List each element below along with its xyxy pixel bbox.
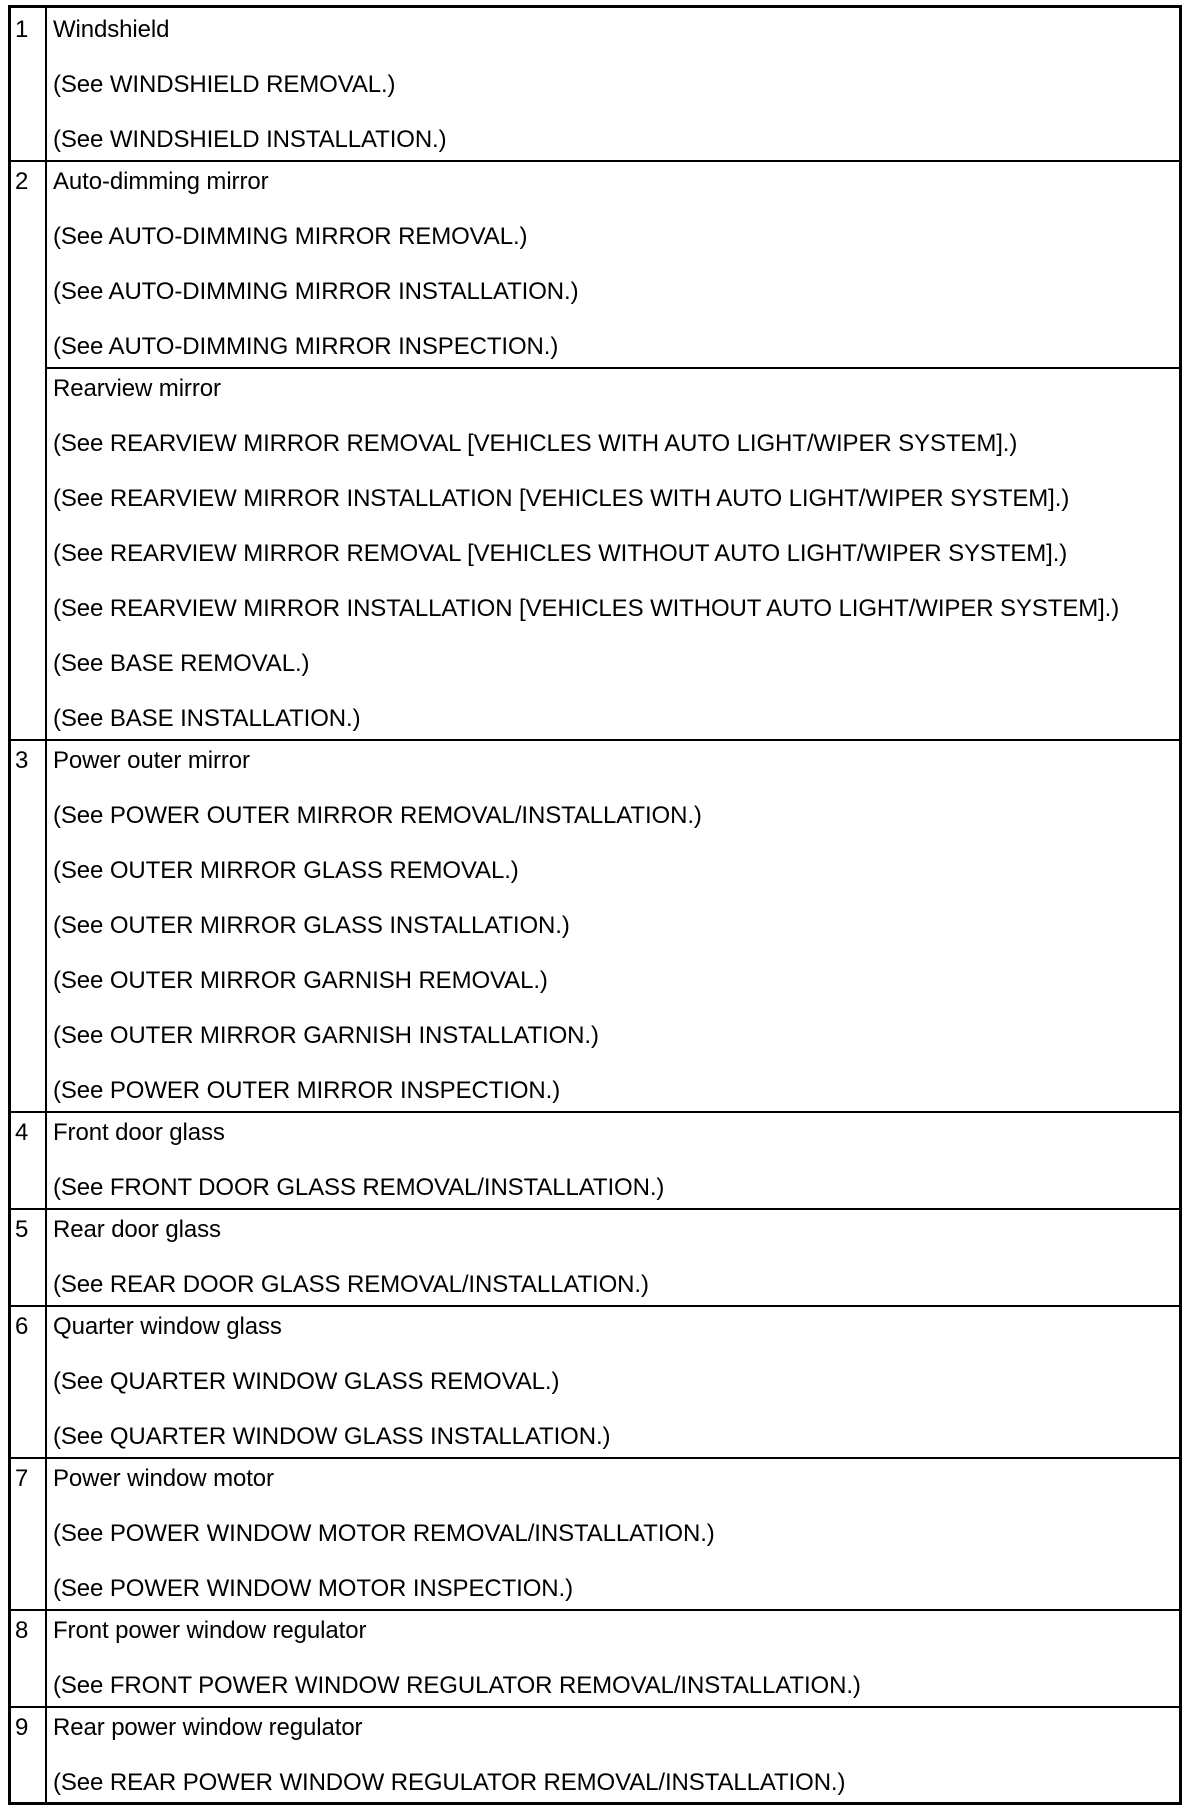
procedure-reference-link[interactable]: (See BASE REMOVAL.): [53, 650, 310, 677]
procedure-reference-link[interactable]: (See OUTER MIRROR GARNISH REMOVAL.): [53, 967, 548, 994]
procedure-reference-link[interactable]: (See OUTER MIRROR GLASS REMOVAL.): [53, 857, 519, 884]
component-number: 6: [15, 1313, 29, 1340]
component-title: Power window motor: [53, 1465, 274, 1492]
procedure-reference-link[interactable]: (See AUTO-DIMMING MIRROR REMOVAL.): [53, 223, 528, 250]
procedure-reference-link[interactable]: (See POWER WINDOW MOTOR REMOVAL/INSTALLATION.): [53, 1520, 715, 1547]
row-divider: [11, 160, 1179, 162]
component-number: 4: [15, 1119, 29, 1146]
procedure-reference-link[interactable]: (See AUTO-DIMMING MIRROR INSTALLATION.): [53, 278, 579, 305]
procedure-reference-link[interactable]: (See POWER OUTER MIRROR REMOVAL/INSTALLATION.): [53, 802, 702, 829]
procedure-reference-link[interactable]: (See REARVIEW MIRROR INSTALLATION [VEHICLES WITHOUT AUTO LIGHT/WIPER SYSTEM].): [53, 595, 1120, 622]
procedure-reference-link[interactable]: (See REARVIEW MIRROR REMOVAL [VEHICLES WITHOUT AUTO LIGHT/WIPER SYSTEM].): [53, 540, 1068, 567]
component-title: Front door glass: [53, 1119, 225, 1146]
procedure-reference-link[interactable]: (See OUTER MIRROR GLASS INSTALLATION.): [53, 912, 570, 939]
component-title: Rear power window regulator: [53, 1714, 363, 1741]
component-number: 5: [15, 1216, 29, 1243]
procedure-reference-link[interactable]: (See QUARTER WINDOW GLASS INSTALLATION.): [53, 1423, 611, 1450]
row-divider: [11, 1457, 1179, 1459]
procedure-reference-link[interactable]: (See FRONT POWER WINDOW REGULATOR REMOVAL/INSTALLATION.): [53, 1672, 861, 1699]
component-reference-table: [8, 5, 1182, 1805]
procedure-reference-link[interactable]: (See WINDSHIELD INSTALLATION.): [53, 126, 447, 153]
component-title: Front power window regulator: [53, 1617, 367, 1644]
row-divider: [11, 1305, 1179, 1307]
procedure-reference-link[interactable]: (See REAR DOOR GLASS REMOVAL/INSTALLATION.): [53, 1271, 649, 1298]
row-divider: [11, 739, 1179, 741]
procedure-reference-link[interactable]: (See REAR POWER WINDOW REGULATOR REMOVAL/INSTALLATION.): [53, 1769, 846, 1796]
row-divider: [11, 1111, 1179, 1113]
procedure-reference-link[interactable]: (See POWER WINDOW MOTOR INSPECTION.): [53, 1575, 573, 1602]
component-title: Rearview mirror: [53, 375, 221, 402]
row-divider: [11, 1609, 1179, 1611]
component-title: Auto-dimming mirror: [53, 168, 269, 195]
number-column-divider: [45, 8, 47, 1802]
component-number: 8: [15, 1617, 29, 1644]
component-title: Power outer mirror: [53, 747, 250, 774]
component-number: 1: [15, 16, 29, 43]
procedure-reference-link[interactable]: (See BASE INSTALLATION.): [53, 705, 361, 732]
procedure-reference-link[interactable]: (See WINDSHIELD REMOVAL.): [53, 71, 396, 98]
procedure-reference-link[interactable]: (See REARVIEW MIRROR REMOVAL [VEHICLES WITH AUTO LIGHT/WIPER SYSTEM].): [53, 430, 1018, 457]
component-title: Rear door glass: [53, 1216, 221, 1243]
procedure-reference-link[interactable]: (See QUARTER WINDOW GLASS REMOVAL.): [53, 1368, 560, 1395]
component-number: 7: [15, 1465, 29, 1492]
row-divider: [11, 1208, 1179, 1210]
procedure-reference-link[interactable]: (See POWER OUTER MIRROR INSPECTION.): [53, 1077, 561, 1104]
component-number: 3: [15, 747, 29, 774]
component-title: Quarter window glass: [53, 1313, 282, 1340]
component-title: Windshield: [53, 16, 170, 43]
row-divider: [11, 1706, 1179, 1708]
procedure-reference-link[interactable]: (See OUTER MIRROR GARNISH INSTALLATION.): [53, 1022, 599, 1049]
component-number: 2: [15, 168, 29, 195]
procedure-reference-link[interactable]: (See REARVIEW MIRROR INSTALLATION [VEHICLES WITH AUTO LIGHT/WIPER SYSTEM].): [53, 485, 1070, 512]
component-number: 9: [15, 1714, 29, 1741]
procedure-reference-link[interactable]: (See AUTO-DIMMING MIRROR INSPECTION.): [53, 333, 559, 360]
sub-row-divider: [45, 367, 1179, 369]
procedure-reference-link[interactable]: (See FRONT DOOR GLASS REMOVAL/INSTALLATION.): [53, 1174, 665, 1201]
